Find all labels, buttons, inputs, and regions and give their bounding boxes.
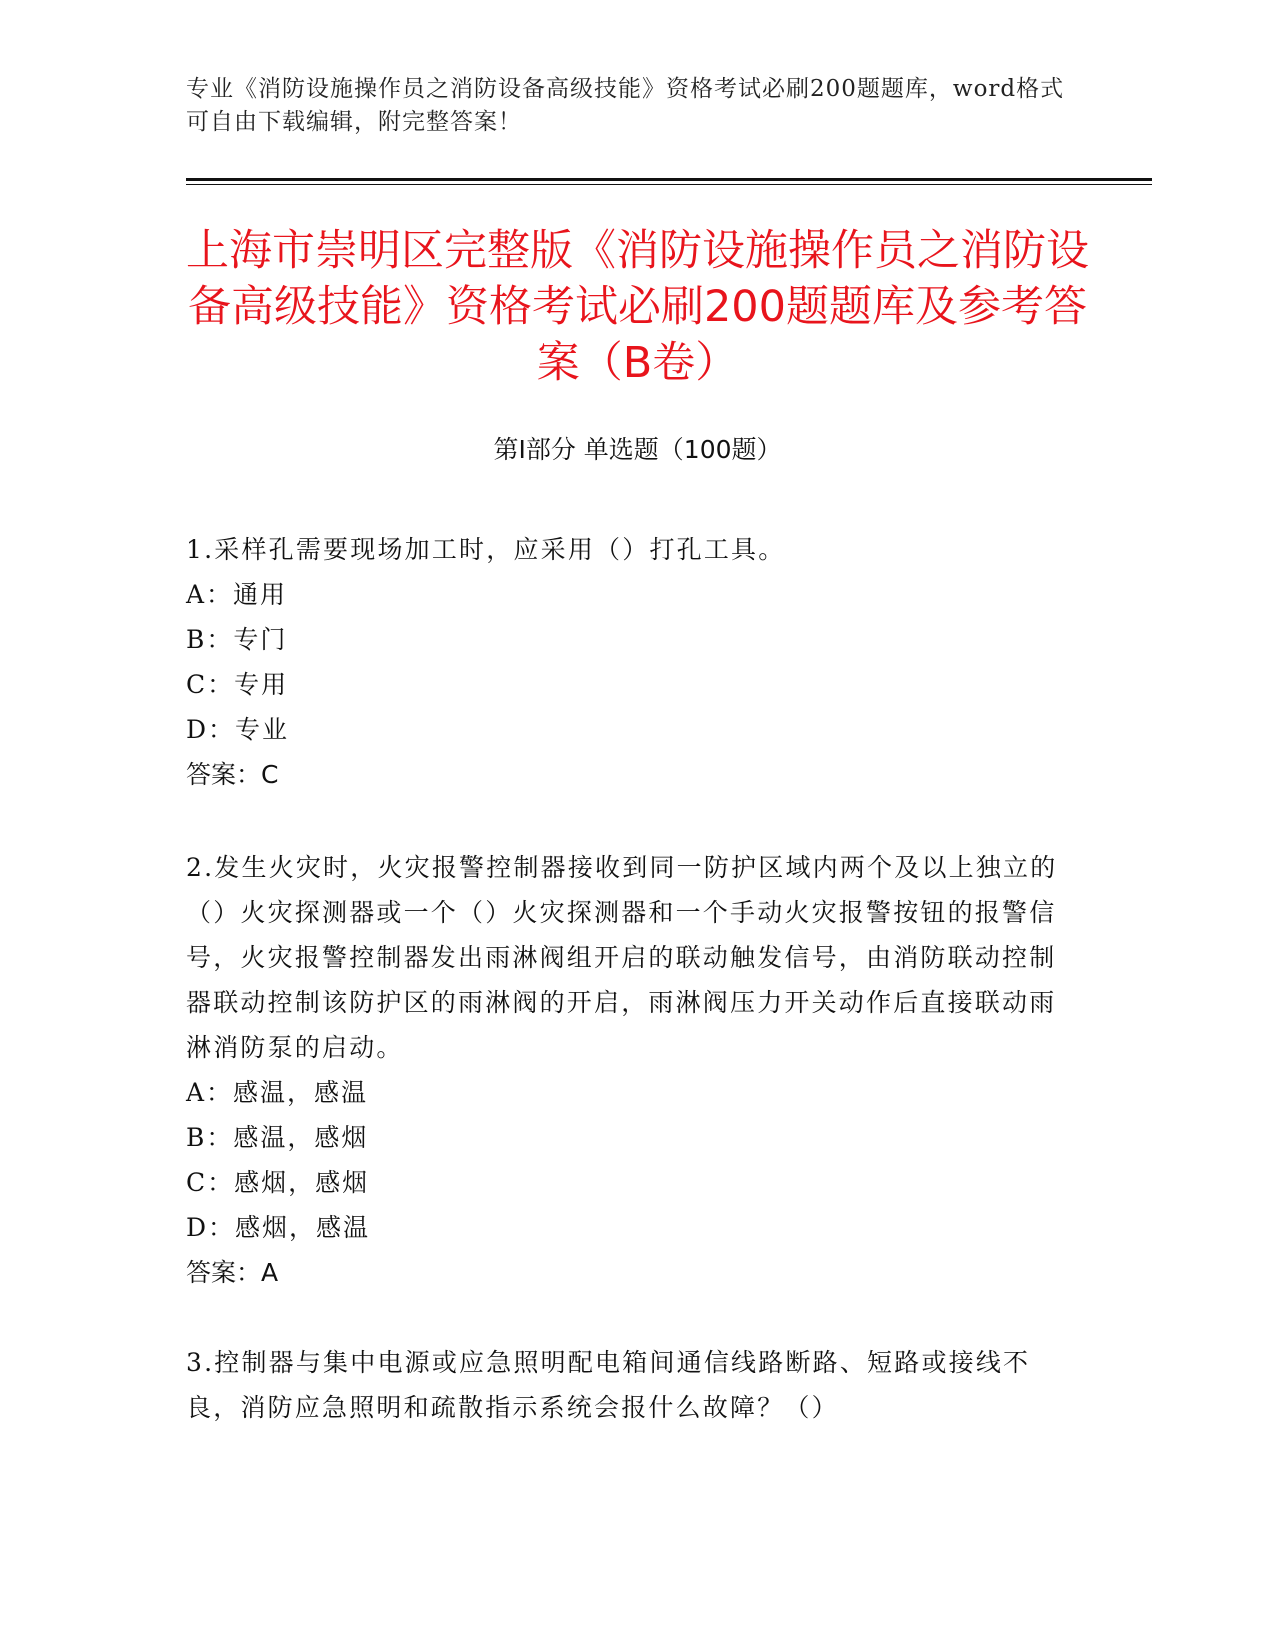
question-stem: 1.采样孔需要现场加工时，应采用（）打孔工具。 [186,535,786,564]
question-2 [186,845,1066,1295]
question-3 [186,1340,1066,1430]
option-d: D：感烟，感温 [186,1213,371,1242]
header-note: 专业《消防设施操作员之消防设备高级技能》资格考试必刷200题题库，word格式可自由下载编辑，附完整答案！ [186,76,1065,135]
answer-line: 答案：A [186,1258,279,1287]
header-divider-thin [186,184,1152,185]
option-c: C：感烟，感烟 [186,1168,370,1197]
option-b: B：感温，感烟 [186,1123,369,1152]
document-title: 上海市崇明区完整版《消防设施操作员之消防设备高级技能》资格考试必刷200题题库及参考答案（B卷） [186,226,1089,388]
option-a: A：感温，感温 [186,1078,369,1107]
option-a: A：通用 [186,580,288,609]
section-heading: 第Ⅰ部分 单选题（100题） [493,435,782,464]
header-divider-thick [186,178,1152,181]
option-d: D：专业 [186,715,290,744]
option-b: B：专门 [186,625,288,654]
question-stem: 2.发生火灾时，火灾报警控制器接收到同一防护区域内两个及以上独立的（）火灾探测器或一个（）火灾探测器和一个手动火灾报警按钮的报警信号，火灾报警控制器发出雨淋阀组开启的联动触发信号，由消防联动控制器联动控制该防护区的雨淋阀的开启，雨淋阀压力开关动作后直接联动雨淋消防泵的启动。 [186,853,1058,1062]
question-stem: 3.控制器与集中电源或应急照明配电箱间通信线路断路、短路或接线不良，消防应急照明和疏散指示系统会报什么故障？（） [186,1348,1031,1422]
option-c: C：专用 [186,670,289,699]
question-1 [186,527,1066,797]
answer-line: 答案：C [186,760,279,789]
